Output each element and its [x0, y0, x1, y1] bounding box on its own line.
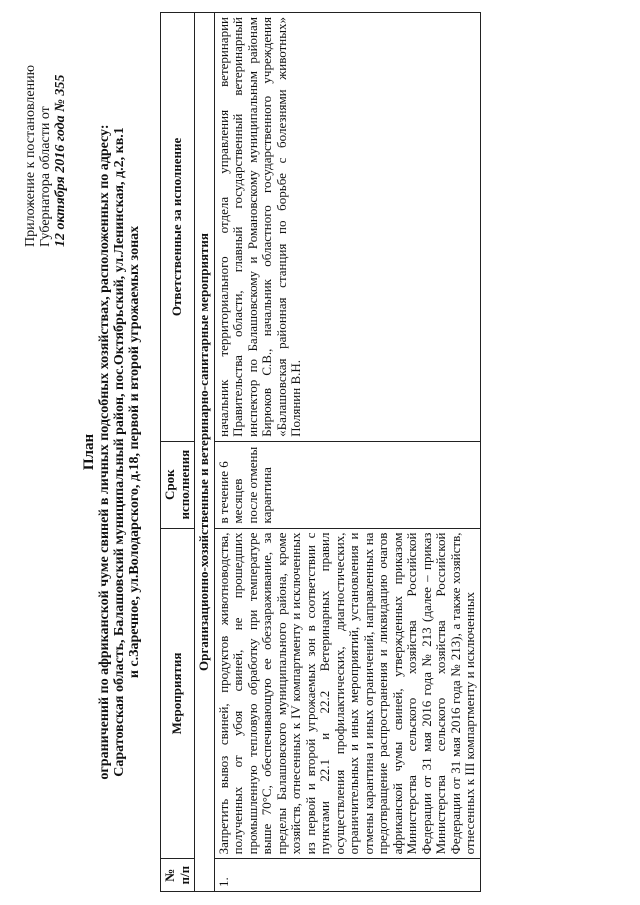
- title-line-3: и с.Заречное, ул.Володарского, д.18, первой и второй угрожаемых зонах: [127, 225, 142, 679]
- row-measure: Запретить вывоз свиней, продуктов животноводства, полученных от убоя свиней, не прошедших промышленную тепловую обработку при температуре выше 70°С, обеспечивающую ее обеззараживание, за пределы Балашовского муниципального района, кроме хозяйств, отнесенных к IV компартменту и исключенных из первой и второй угрожаемых зон в соответствии с пунктами 22.1 и 22.2 Ветеринарных правил осуществления профилактических, диагностических, ограничительных и иных мероприятий, установления и отмены карантина и иных ограничений, направленных на предотвращение распространения и ликвидацию очагов африканской чумы свиней, утвержденных приказом Министерства сельского хозяйства Российской Федерации от 31 мая 2016 года № 213 (далее – приказ Министерства сельского хозяйства Российской Федерации от 31 мая 2016 года № 213), а также хозяйств, отнесенных к III компартменту и исключенных: [214, 528, 480, 859]
- header-responsible: Ответственные за исполнение: [161, 13, 195, 442]
- appendix-line-2: Губернатора области от: [38, 106, 53, 247]
- table-row: [214, 13, 480, 892]
- row-responsible: начальник территориального отдела управления ветеринарии Правительства области, главный государственный ветеринарный инспектор по Балашовскому и Романовскому муниципальным районам Бирюков С.В., начальник областного государственного учреждения «Балашовская районная станция по борьбе с болезнями животных» Полянин В.Н.: [214, 13, 480, 442]
- title-line-1: ограничений по африканской чуме свиней в личных подсобных хозяйствах, расположенных по адресу:: [97, 124, 112, 780]
- appendix-line-3: 12 октября 2016 года № 355: [53, 74, 68, 247]
- document-title: [82, 12, 142, 892]
- measures-table: [160, 12, 481, 892]
- section-row: [195, 13, 215, 892]
- title-line-2: Саратовская область, Балашовский муниципальный район, пос.Октябрьский, ул.Ленинская, д.2, кв.1: [112, 127, 127, 777]
- header-number: № п/п: [161, 859, 195, 892]
- appendix-note: [23, 17, 68, 247]
- row-number: 1.: [214, 859, 480, 892]
- plan-heading: План: [81, 433, 97, 471]
- row-term: в течение 6 месяцев после отмены карантина: [214, 441, 480, 528]
- rotated-document-page: [20, 12, 620, 892]
- header-term: Срок исполнения: [161, 441, 195, 528]
- section-title: Организационно-хозяйственные и ветеринарно-санитарные мероприятия: [195, 13, 215, 892]
- header-measures: Мероприятия: [161, 528, 195, 859]
- appendix-line-1: Приложение к постановлению: [23, 64, 38, 247]
- table-header-row: [161, 13, 195, 892]
